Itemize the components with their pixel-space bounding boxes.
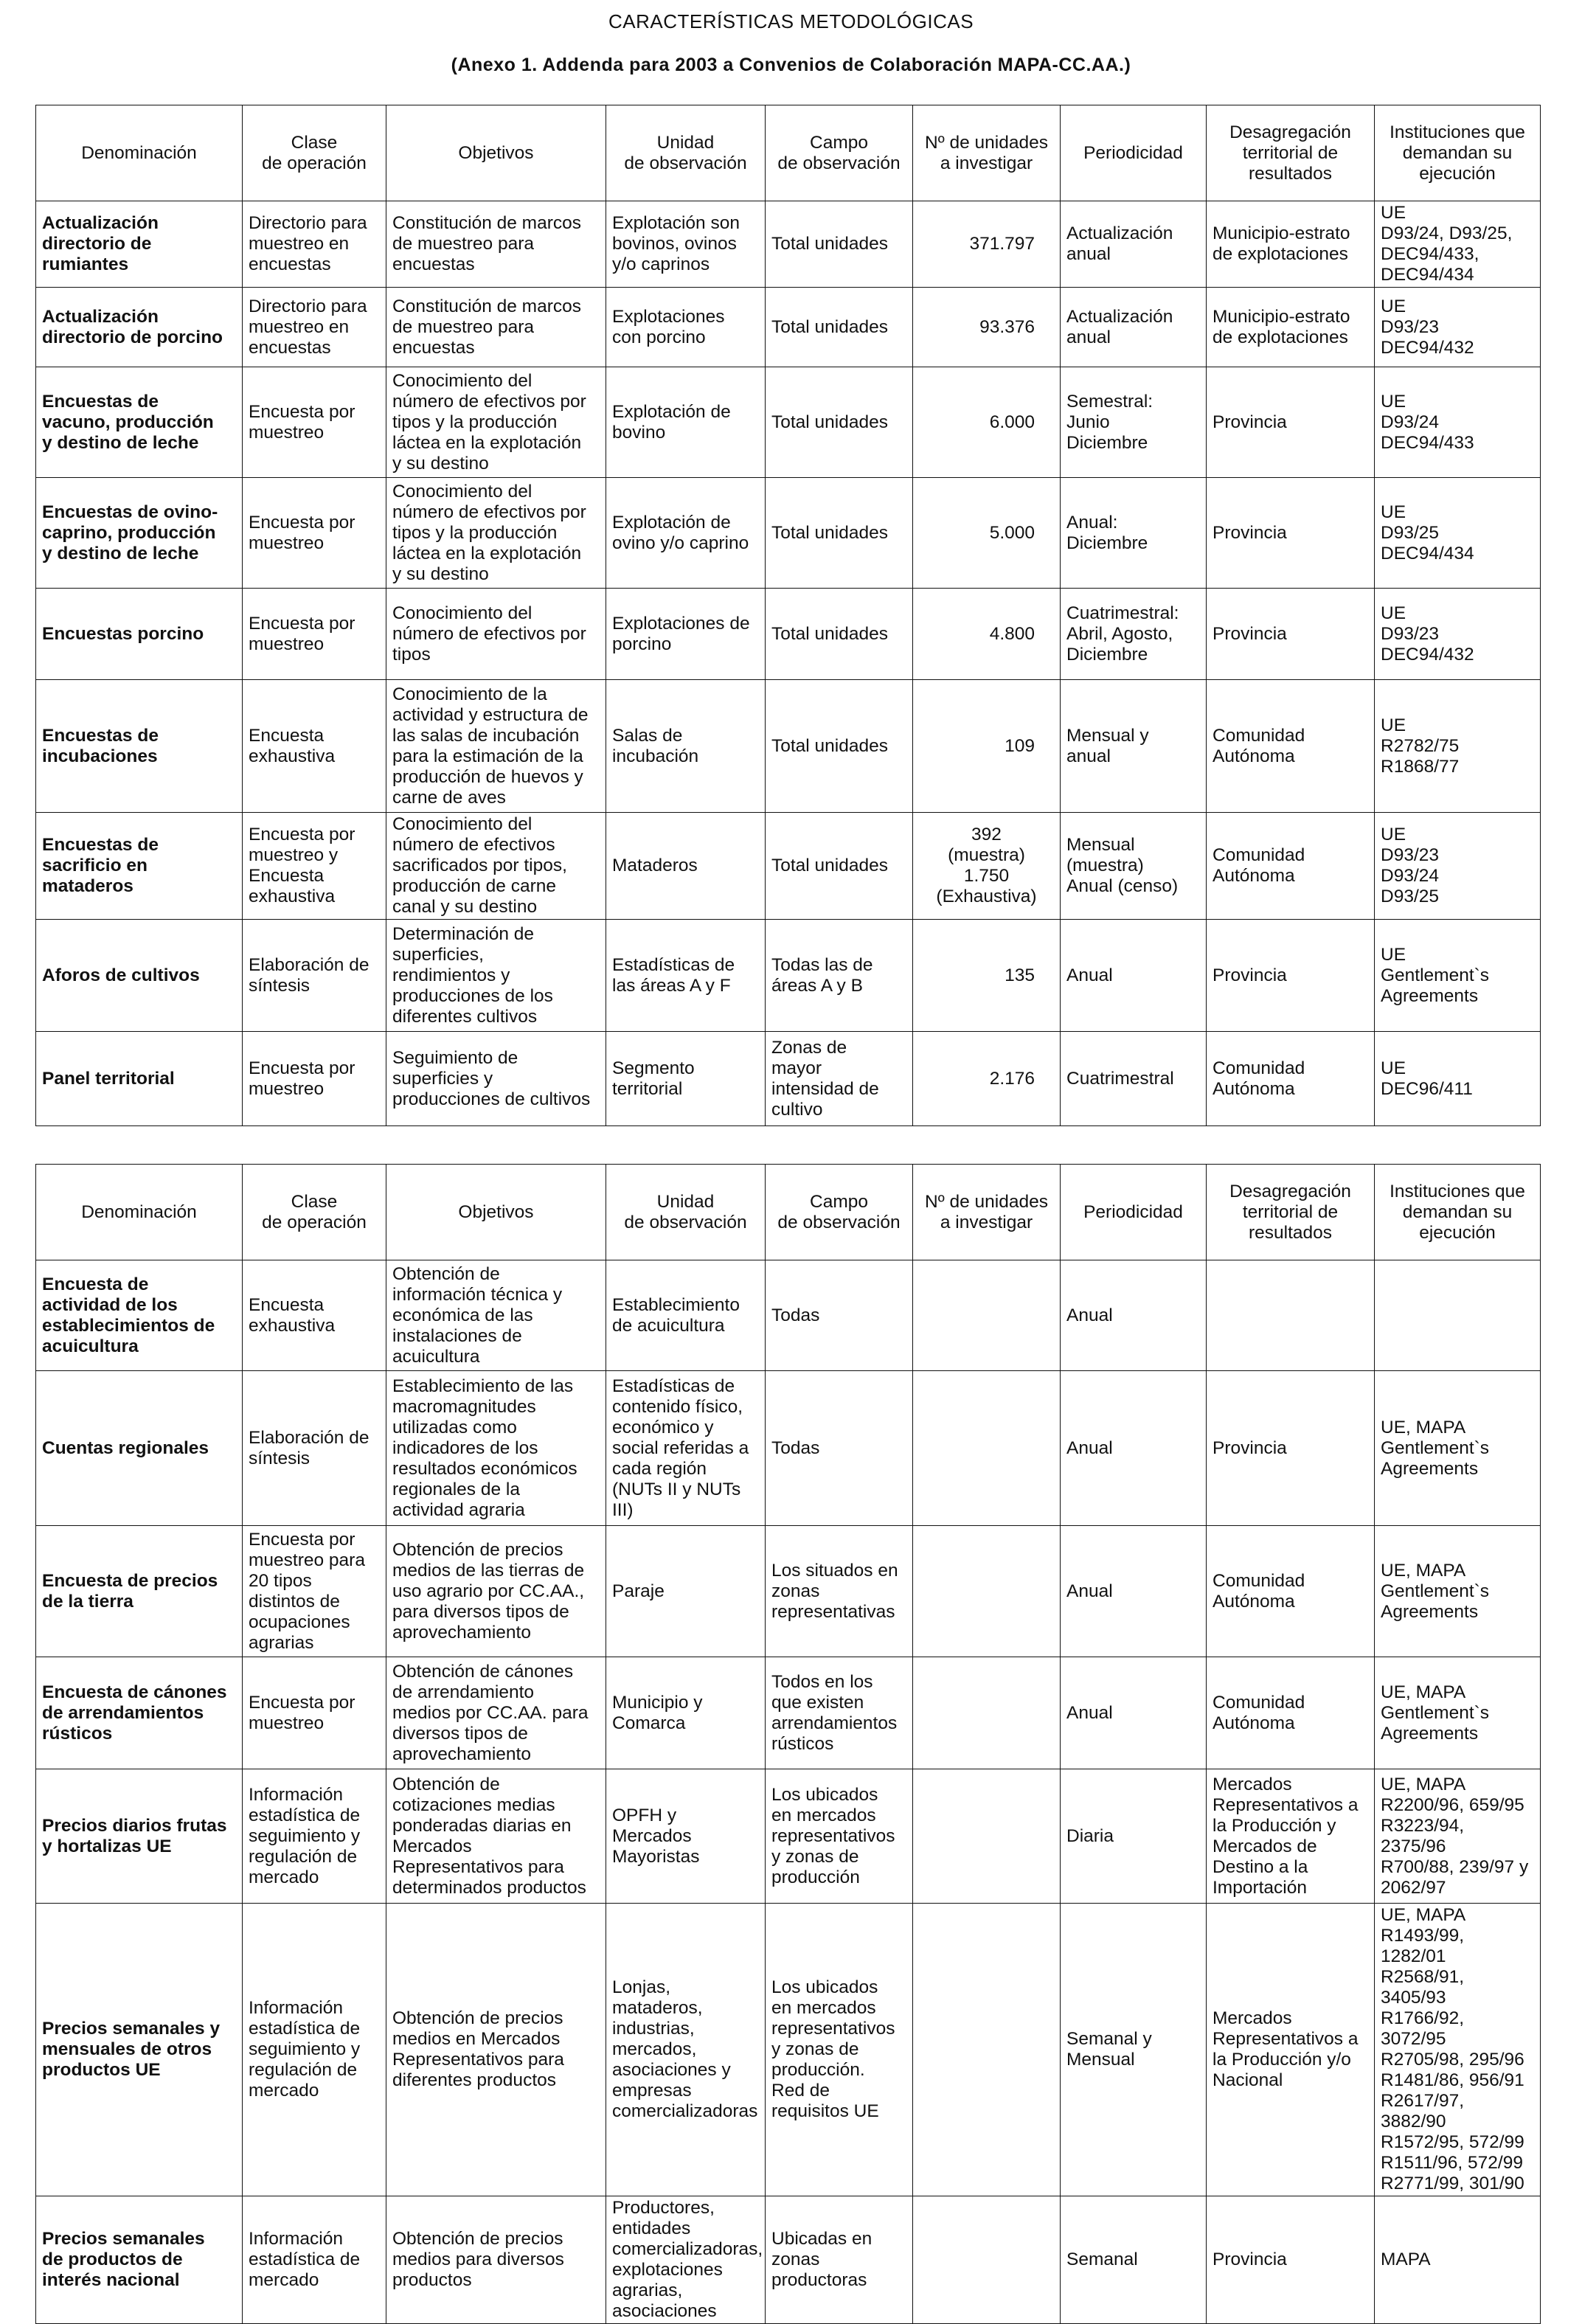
cell-objetivos: Obtención de cánones de arrendamiento medios por CC.AA. para diversos tipos de aprovechamiento <box>386 1657 606 1769</box>
column-header-clase-operacion: Clase de operación <box>243 105 386 201</box>
cell-desagregacion-territorial: Comunidad Autónoma <box>1207 1657 1375 1769</box>
cell-objetivos: Constitución de marcos de muestreo para encuestas <box>386 201 606 288</box>
cell-instituciones: UE Gentlement`s Agreements <box>1375 920 1541 1032</box>
methodology-table-2 <box>35 1164 1541 2324</box>
cell-unidad-observacion: Municipio y Comarca <box>606 1657 766 1769</box>
cell-objetivos: Conocimiento del número de efectivos por tipos y la producción láctea en la explotación y su destino <box>386 367 606 478</box>
cell-denominacion: Panel territorial <box>36 1032 243 1126</box>
cell-campo-observacion: Todos en los que existen arrendamientos rústicos <box>766 1657 913 1769</box>
cell-desagregacion-territorial: Mercados Representativos a la Producción y Mercados de Destino a la Importación <box>1207 1769 1375 1904</box>
cell-clase-operacion: Encuesta por muestreo <box>243 1657 386 1769</box>
cell-desagregacion-territorial: Provincia <box>1207 920 1375 1032</box>
column-header-denominacion: Denominación <box>36 105 243 201</box>
cell-unidad-observacion: Explotación son bovinos, ovinos y/o caprinos <box>606 201 766 288</box>
cell-periodicidad: Actualización anual <box>1061 288 1207 367</box>
cell-denominacion: Encuestas de ovino- caprino, producción y destino de leche <box>36 478 243 589</box>
cell-unidad-observacion: Explotaciones de porcino <box>606 589 766 680</box>
cell-objetivos: Conocimiento de la actividad y estructura de las salas de incubación para la estimación de la producción de huevos y carne de aves <box>386 680 606 813</box>
cell-periodicidad: Anual <box>1061 1260 1207 1371</box>
table-row <box>36 367 1541 478</box>
table-row <box>36 1260 1541 1371</box>
cell-campo-observacion: Total unidades <box>766 288 913 367</box>
cell-unidad-observacion: Segmento territorial <box>606 1032 766 1126</box>
table-row <box>36 1526 1541 1657</box>
cell-unidad-observacion: Estadísticas de contenido físico, económico y social referidas a cada región (NUTs II y NUTs III) <box>606 1371 766 1526</box>
cell-desagregacion-territorial: Provincia <box>1207 2196 1375 2324</box>
table-row <box>36 1657 1541 1769</box>
cell-desagregacion-territorial: Provincia <box>1207 589 1375 680</box>
column-header-denominacion: Denominación <box>36 1165 243 1260</box>
cell-unidad-observacion: Estadísticas de las áreas A y F <box>606 920 766 1032</box>
cell-num-unidades: 4.800 <box>913 589 1061 680</box>
cell-instituciones: UE D93/24 DEC94/433 <box>1375 367 1541 478</box>
document-subtitle: (Anexo 1. Addenda para 2003 a Convenios de Colaboración MAPA-CC.AA.) <box>451 55 1131 75</box>
table-row <box>36 1032 1541 1126</box>
cell-clase-operacion: Directorio para muestreo en encuestas <box>243 201 386 288</box>
cell-periodicidad: Semestral: Junio Diciembre <box>1061 367 1207 478</box>
cell-periodicidad: Mensual (muestra) Anual (censo) <box>1061 813 1207 920</box>
cell-desagregacion-territorial: Provincia <box>1207 1371 1375 1526</box>
cell-denominacion: Actualización directorio de rumiantes <box>36 201 243 288</box>
cell-campo-observacion: Total unidades <box>766 813 913 920</box>
cell-campo-observacion: Total unidades <box>766 201 913 288</box>
column-header-instituciones: Instituciones que demandan su ejecución <box>1375 105 1541 201</box>
column-header-num-unidades: Nº de unidades a investigar <box>913 1165 1061 1260</box>
table-row <box>36 2196 1541 2324</box>
cell-unidad-observacion: OPFH y Mercados Mayoristas <box>606 1769 766 1904</box>
cell-objetivos: Conocimiento del número de efectivos sacrificados por tipos, producción de carne canal y su destino <box>386 813 606 920</box>
cell-periodicidad: Semanal y Mensual <box>1061 1904 1207 2196</box>
cell-instituciones: UE, MAPA R1493/99, 1282/01 R2568/91, 3405/93 R1766/92, 3072/95 R2705/98, 295/96 R1481/86, 956/91 R2617/97, 3882/90 R1572/95, 572/99 R1511/96, 572/99 R2771/99, 301/90 <box>1375 1904 1541 2196</box>
cell-objetivos: Seguimiento de superficies y producciones de cultivos <box>386 1032 606 1126</box>
cell-desagregacion-territorial: Municipio-estrato de explotaciones <box>1207 201 1375 288</box>
cell-periodicidad: Actualización anual <box>1061 201 1207 288</box>
cell-periodicidad: Cuatrimestral: Abril, Agosto, Diciembre <box>1061 589 1207 680</box>
cell-periodicidad: Cuatrimestral <box>1061 1032 1207 1126</box>
cell-objetivos: Determinación de superficies, rendimientos y producciones de los diferentes cultivos <box>386 920 606 1032</box>
cell-denominacion: Encuesta de actividad de los establecimientos de acuicultura <box>36 1260 243 1371</box>
column-header-desagregacion-territorial: Desagregación territorial de resultados <box>1207 1165 1375 1260</box>
cell-periodicidad: Mensual y anual <box>1061 680 1207 813</box>
cell-desagregacion-territorial <box>1207 1260 1375 1371</box>
cell-num-unidades <box>913 1904 1061 2196</box>
column-header-num-unidades: Nº de unidades a investigar <box>913 105 1061 201</box>
cell-instituciones: UE R2782/75 R1868/77 <box>1375 680 1541 813</box>
cell-unidad-observacion: Paraje <box>606 1526 766 1657</box>
column-header-desagregacion-territorial: Desagregación territorial de resultados <box>1207 105 1375 201</box>
cell-denominacion: Precios diarios frutas y hortalizas UE <box>36 1769 243 1904</box>
cell-denominacion: Encuestas porcino <box>36 589 243 680</box>
cell-num-unidades <box>913 1260 1061 1371</box>
cell-unidad-observacion: Explotaciones con porcino <box>606 288 766 367</box>
table-row <box>36 478 1541 589</box>
cell-instituciones: UE DEC96/411 <box>1375 1032 1541 1126</box>
cell-num-unidades: 5.000 <box>913 478 1061 589</box>
cell-denominacion: Encuesta de cánones de arrendamientos rústicos <box>36 1657 243 1769</box>
cell-clase-operacion: Encuesta por muestreo y Encuesta exhaustiva <box>243 813 386 920</box>
cell-clase-operacion: Encuesta por muestreo <box>243 367 386 478</box>
cell-clase-operacion: Encuesta exhaustiva <box>243 1260 386 1371</box>
cell-clase-operacion: Encuesta por muestreo <box>243 589 386 680</box>
cell-denominacion: Aforos de cultivos <box>36 920 243 1032</box>
cell-instituciones: MAPA <box>1375 2196 1541 2324</box>
cell-instituciones <box>1375 1260 1541 1371</box>
cell-unidad-observacion: Explotación de bovino <box>606 367 766 478</box>
cell-objetivos: Constitución de marcos de muestreo para encuestas <box>386 288 606 367</box>
cell-campo-observacion: Ubicadas en zonas productoras <box>766 2196 913 2324</box>
table-row <box>36 680 1541 813</box>
cell-instituciones: UE, MAPA Gentlement`s Agreements <box>1375 1371 1541 1526</box>
cell-desagregacion-territorial: Comunidad Autónoma <box>1207 1526 1375 1657</box>
cell-periodicidad: Anual <box>1061 920 1207 1032</box>
table-row <box>36 288 1541 367</box>
cell-denominacion: Encuestas de sacrificio en mataderos <box>36 813 243 920</box>
table-row <box>36 1769 1541 1904</box>
column-header-periodicidad: Periodicidad <box>1061 105 1207 201</box>
cell-denominacion: Precios semanales y mensuales de otros productos UE <box>36 1904 243 2196</box>
cell-unidad-observacion: Mataderos <box>606 813 766 920</box>
cell-clase-operacion: Encuesta por muestreo <box>243 1032 386 1126</box>
cell-instituciones: UE D93/23 DEC94/432 <box>1375 288 1541 367</box>
cell-num-unidades <box>913 1657 1061 1769</box>
cell-desagregacion-territorial: Comunidad Autónoma <box>1207 813 1375 920</box>
cell-desagregacion-territorial: Comunidad Autónoma <box>1207 1032 1375 1126</box>
column-header-periodicidad: Periodicidad <box>1061 1165 1207 1260</box>
cell-campo-observacion: Todas <box>766 1371 913 1526</box>
cell-periodicidad: Anual <box>1061 1526 1207 1657</box>
table-row <box>36 920 1541 1032</box>
cell-clase-operacion: Elaboración de síntesis <box>243 1371 386 1526</box>
cell-num-unidades: 371.797 <box>913 201 1061 288</box>
cell-num-unidades <box>913 1526 1061 1657</box>
cell-campo-observacion: Zonas de mayor intensidad de cultivo <box>766 1032 913 1126</box>
cell-desagregacion-territorial: Municipio-estrato de explotaciones <box>1207 288 1375 367</box>
cell-desagregacion-territorial: Provincia <box>1207 478 1375 589</box>
cell-clase-operacion: Directorio para muestreo en encuestas <box>243 288 386 367</box>
column-header-campo-observacion: Campo de observación <box>766 1165 913 1260</box>
cell-unidad-observacion: Establecimiento de acuicultura <box>606 1260 766 1371</box>
cell-instituciones: UE D93/25 DEC94/434 <box>1375 478 1541 589</box>
cell-desagregacion-territorial: Provincia <box>1207 367 1375 478</box>
column-header-objetivos: Objetivos <box>386 1165 606 1260</box>
cell-campo-observacion: Los ubicados en mercados representativos y zonas de producción. Red de requisitos UE <box>766 1904 913 2196</box>
cell-unidad-observacion: Salas de incubación <box>606 680 766 813</box>
cell-objetivos: Obtención de precios medios para diversos productos <box>386 2196 606 2324</box>
cell-clase-operacion: Información estadística de seguimiento y regulación de mercado <box>243 1904 386 2196</box>
cell-campo-observacion: Total unidades <box>766 367 913 478</box>
cell-campo-observacion: Todas <box>766 1260 913 1371</box>
table-row <box>36 1904 1541 2196</box>
cell-denominacion: Encuesta de precios de la tierra <box>36 1526 243 1657</box>
cell-instituciones: UE, MAPA Gentlement`s Agreements <box>1375 1657 1541 1769</box>
cell-num-unidades: 109 <box>913 680 1061 813</box>
cell-objetivos: Obtención de cotizaciones medias ponderadas diarias en Mercados Representativos para determinados productos <box>386 1769 606 1904</box>
column-header-objetivos: Objetivos <box>386 105 606 201</box>
cell-objetivos: Obtención de información técnica y económica de las instalaciones de acuicultura <box>386 1260 606 1371</box>
cell-unidad-observacion: Productores, entidades comercializadoras, explotaciones agrarias, asociaciones <box>606 2196 766 2324</box>
table-row <box>36 813 1541 920</box>
cell-periodicidad: Semanal <box>1061 2196 1207 2324</box>
cell-instituciones: UE, MAPA Gentlement`s Agreements <box>1375 1526 1541 1657</box>
column-header-campo-observacion: Campo de observación <box>766 105 913 201</box>
cell-objetivos: Conocimiento del número de efectivos por tipos y la producción láctea en la explotación y su destino <box>386 478 606 589</box>
cell-denominacion: Encuestas de vacuno, producción y destino de leche <box>36 367 243 478</box>
cell-num-unidades: 6.000 <box>913 367 1061 478</box>
cell-campo-observacion: Los situados en zonas representativas <box>766 1526 913 1657</box>
column-header-unidad-observacion: Unidad de observación <box>606 1165 766 1260</box>
cell-objetivos: Establecimiento de las macromagnitudes utilizadas como indicadores de los resultados económicos regionales de la actividad agraria <box>386 1371 606 1526</box>
cell-clase-operacion: Encuesta por muestreo para 20 tipos distintos de ocupaciones agrarias <box>243 1526 386 1657</box>
cell-num-unidades: 93.376 <box>913 288 1061 367</box>
cell-denominacion: Cuentas regionales <box>36 1371 243 1526</box>
column-header-instituciones: Instituciones que demandan su ejecución <box>1375 1165 1541 1260</box>
cell-periodicidad: Diaria <box>1061 1769 1207 1904</box>
cell-clase-operacion: Encuesta exhaustiva <box>243 680 386 813</box>
table-row <box>36 201 1541 288</box>
cell-objetivos: Obtención de precios medios de las tierras de uso agrario por CC.AA., para diversos tipos de aprovechamiento <box>386 1526 606 1657</box>
cell-num-unidades <box>913 1371 1061 1526</box>
cell-clase-operacion: Información estadística de seguimiento y regulación de mercado <box>243 1769 386 1904</box>
cell-campo-observacion: Los ubicados en mercados representativos y zonas de producción <box>766 1769 913 1904</box>
table-row <box>36 1371 1541 1526</box>
cell-campo-observacion: Todas las de áreas A y B <box>766 920 913 1032</box>
cell-num-unidades: 135 <box>913 920 1061 1032</box>
cell-campo-observacion: Total unidades <box>766 589 913 680</box>
cell-campo-observacion: Total unidades <box>766 680 913 813</box>
cell-instituciones: UE D93/24, D93/25, DEC94/433, DEC94/434 <box>1375 201 1541 288</box>
cell-objetivos: Obtención de precios medios en Mercados Representativos para diferentes productos <box>386 1904 606 2196</box>
cell-periodicidad: Anual <box>1061 1371 1207 1526</box>
cell-desagregacion-territorial: Comunidad Autónoma <box>1207 680 1375 813</box>
cell-denominacion: Actualización directorio de porcino <box>36 288 243 367</box>
cell-periodicidad: Anual <box>1061 1657 1207 1769</box>
cell-objetivos: Conocimiento del número de efectivos por tipos <box>386 589 606 680</box>
cell-unidad-observacion: Explotación de ovino y/o caprino <box>606 478 766 589</box>
cell-unidad-observacion: Lonjas, mataderos, industrias, mercados, asociaciones y empresas comercializadoras <box>606 1904 766 2196</box>
table-row <box>36 589 1541 680</box>
column-header-clase-operacion: Clase de operación <box>243 1165 386 1260</box>
cell-periodicidad: Anual: Diciembre <box>1061 478 1207 589</box>
cell-clase-operacion: Información estadística de mercado <box>243 2196 386 2324</box>
cell-instituciones: UE, MAPA R2200/96, 659/95 R3223/94, 2375/96 R700/88, 239/97 y 2062/97 <box>1375 1769 1541 1904</box>
cell-clase-operacion: Elaboración de síntesis <box>243 920 386 1032</box>
cell-denominacion: Precios semanales de productos de interés nacional <box>36 2196 243 2324</box>
cell-num-unidades: 392 (muestra) 1.750 (Exhaustiva) <box>913 813 1061 920</box>
cell-num-unidades: 2.176 <box>913 1032 1061 1126</box>
cell-campo-observacion: Total unidades <box>766 478 913 589</box>
cell-num-unidades <box>913 1769 1061 1904</box>
cell-denominacion: Encuestas de incubaciones <box>36 680 243 813</box>
cell-clase-operacion: Encuesta por muestreo <box>243 478 386 589</box>
document-title: CARACTERÍSTICAS METODOLÓGICAS <box>608 10 974 32</box>
methodology-table-1 <box>35 105 1541 1126</box>
column-header-unidad-observacion: Unidad de observación <box>606 105 766 201</box>
cell-num-unidades <box>913 2196 1061 2324</box>
cell-instituciones: UE D93/23 D93/24 D93/25 <box>1375 813 1541 920</box>
cell-instituciones: UE D93/23 DEC94/432 <box>1375 589 1541 680</box>
cell-desagregacion-territorial: Mercados Representativos a la Producción y/o Nacional <box>1207 1904 1375 2196</box>
